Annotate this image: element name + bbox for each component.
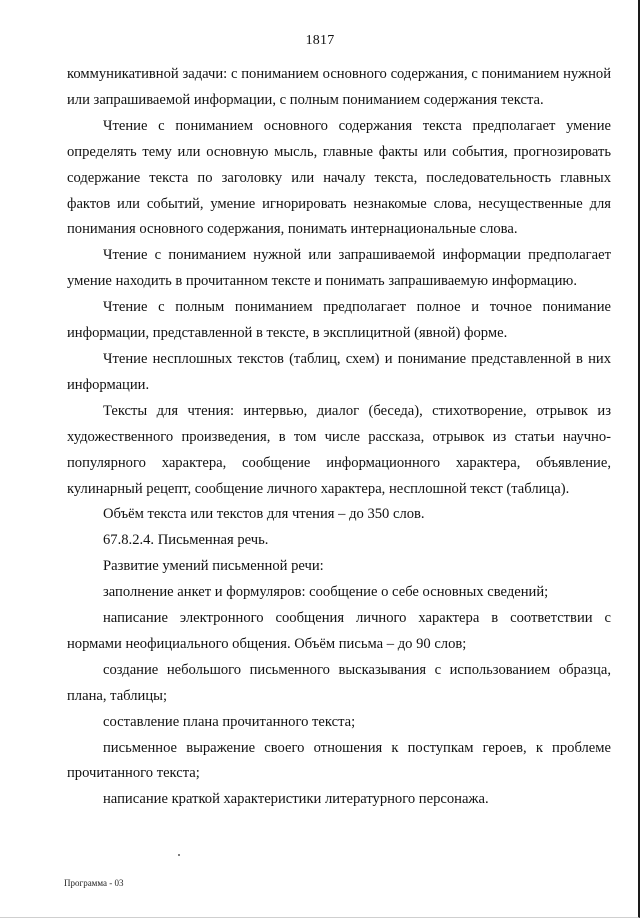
paragraph-reading-text-types: Тексты для чтения: интервью, диалог (беседа), стихотворение, отрывок из художественного произведения, в том числе рассказа, отрывок из статьи научно-популярного характера, сообщение информационного характера, объявление, кулинарный рецепт, сообщение личного характера, несплошной текст (таблица). <box>67 402 611 497</box>
paragraph-full-understanding-reading: Чтение с полным пониманием предполагает полное и точное понимание информации, представленной в тексте, в эксплицитной (явной) форме. <box>67 299 611 342</box>
paragraph-written-skills-intro: Развитие умений письменной речи: <box>103 558 324 575</box>
list-item-short-statement: создание небольшого письменного высказывания с использованием образца, плана, таблицы; <box>67 661 611 704</box>
paragraph-continuation: коммуникативной задачи: с пониманием основного содержания, с пониманием нужной или запрашиваемой информации, с полным пониманием содержания текста. <box>67 66 611 108</box>
list-item-attitude: письменное выражение своего отношения к поступкам героев, к проблеме прочитанного текста; <box>67 739 611 782</box>
list-item-forms: заполнение анкет и формуляров: сообщение о себе основных сведений; <box>103 584 549 601</box>
footer-program-label: Программа - 03 <box>64 878 124 888</box>
section-heading-written-speech: 67.8.2.4. Письменная речь. <box>103 532 269 549</box>
list-item-text-plan: составление плана прочитанного текста; <box>103 713 356 730</box>
paragraph-reading-volume: Объём текста или текстов для чтения – до 350 слов. <box>103 506 425 523</box>
scan-artifact-dot <box>178 854 180 856</box>
paragraph-noncontinuous-texts: Чтение несплошных текстов (таблиц, схем) и понимание представленной в них информации. <box>67 350 611 393</box>
list-item-character-description: написание краткой характеристики литературного персонажа. <box>103 791 489 808</box>
list-item-email: написание электронного сообщения личного характера в соответствии с нормами неофициального общения. Объём письма – до 90 слов; <box>67 610 611 652</box>
page-number: 1817 <box>305 33 335 48</box>
document-body <box>67 62 611 813</box>
paragraph-main-content-reading: Чтение с пониманием основного содержания текста предполагает умение определять тему или основную мысль, главные факты или события, прогнозировать содержание текста по заголовку или началу текста, последовательность главных фактов или событий, умение игнорировать незнакомые слова, несущественные для понимания основного содержания, понимать интернациональные слова. <box>67 117 611 238</box>
paragraph-requested-info-reading: Чтение с пониманием нужной или запрашиваемой информации предполагает умение находить в прочитанном тексте и понимать запрашиваемую информацию. <box>67 247 611 290</box>
